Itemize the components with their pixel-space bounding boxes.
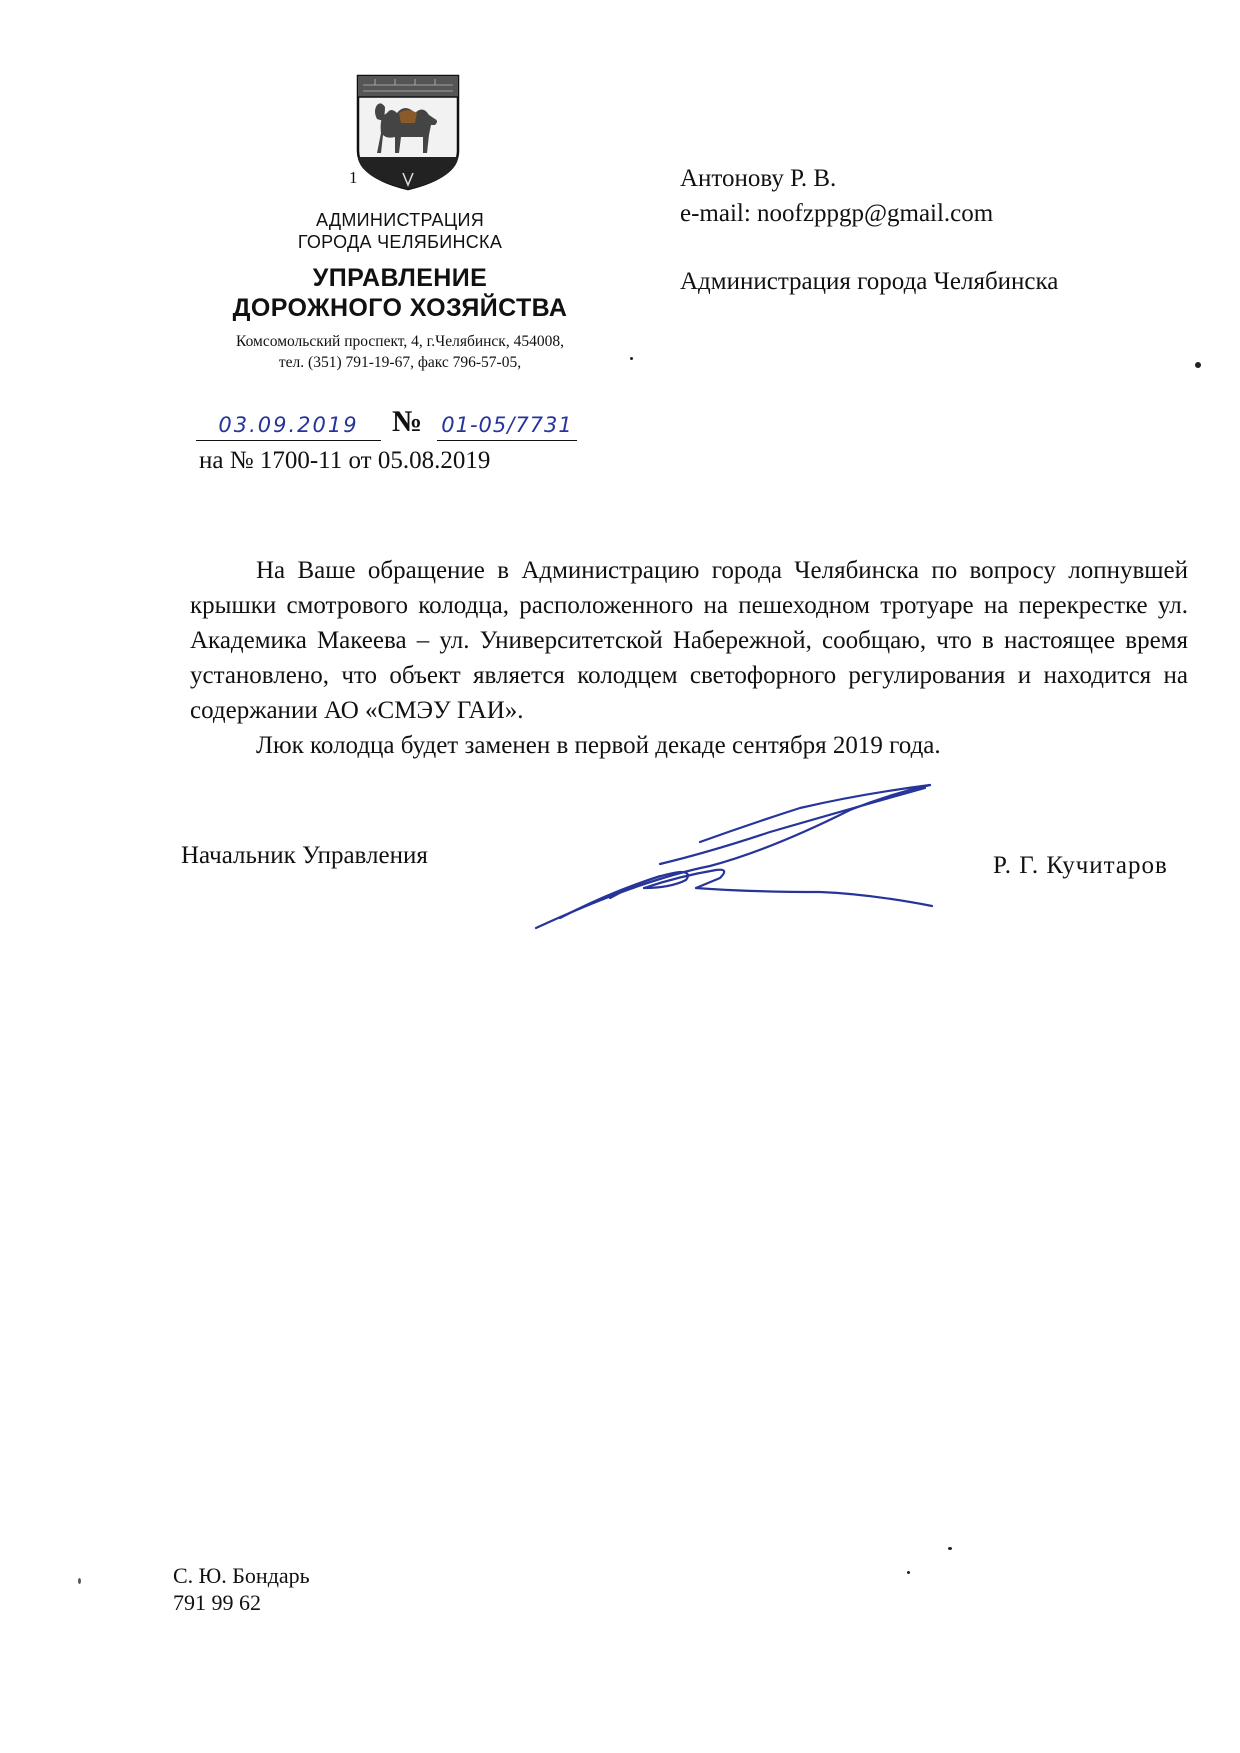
handwritten-signature-icon — [520, 780, 940, 935]
reference-line: на № 1700-11 от 05.08.2019 — [199, 447, 491, 474]
scan-speck — [907, 1571, 910, 1574]
registration-number-label: № — [392, 405, 423, 438]
recipient-organization: Администрация города Челябинска — [680, 268, 1059, 295]
body-paragraph: На Ваше обращение в Администрацию города Челябинска по вопросу лопнувшей крышки смотрового колодца, расположенного на пешеходном тротуаре на перекрестке ул. Академика Макеева – ул. Университетской Набережной, сообщаю, что в настоящее время установлено, что объект является колодцем светофорного регулирования и находится на содержании АО «СМЭУ ГАИ». — [190, 557, 1188, 724]
department-title-line1: УПРАВЛЕНИЕ — [312, 264, 488, 292]
scan-speck — [948, 1547, 952, 1550]
scan-speck — [78, 1578, 81, 1584]
department-title-line2: ДОРОЖНОГО ХОЗЯЙСТВА — [232, 294, 568, 322]
coat-number: 1 — [349, 168, 358, 187]
registration-number: 01-05/7731 — [437, 410, 577, 441]
letterhead-contacts: тел. (351) 791-19-67, факс 796-57-05, — [278, 354, 522, 371]
admin-title-line2: ГОРОДА ЧЕЛЯБИНСКА — [297, 232, 503, 252]
body-paragraph: Люк колодца будет заменен в первой декаде сентября 2019 года. — [256, 732, 941, 759]
signer-title: Начальник Управления — [181, 842, 428, 869]
executor-name: С. Ю. Бондарь — [173, 1563, 310, 1588]
scan-speck — [1195, 362, 1201, 368]
executor-phone: 791 99 62 — [173, 1590, 261, 1615]
signer-name: Р. Г. Кучитаров — [993, 852, 1168, 879]
admin-title-line1: АДМИНИСТРАЦИЯ — [315, 210, 485, 230]
recipient-name: Антонову Р. В. — [680, 165, 837, 192]
letter-body — [190, 553, 1188, 763]
scan-speck — [630, 357, 633, 360]
registration-date: 03.09.2019 — [196, 410, 381, 441]
letterhead-address: Комсомольский проспект, 4, г.Челябинск, 454008, — [236, 333, 564, 350]
recipient-email: e-mail: noofzppgp@gmail.com — [680, 200, 994, 227]
coat-of-arms-icon — [355, 73, 461, 191]
